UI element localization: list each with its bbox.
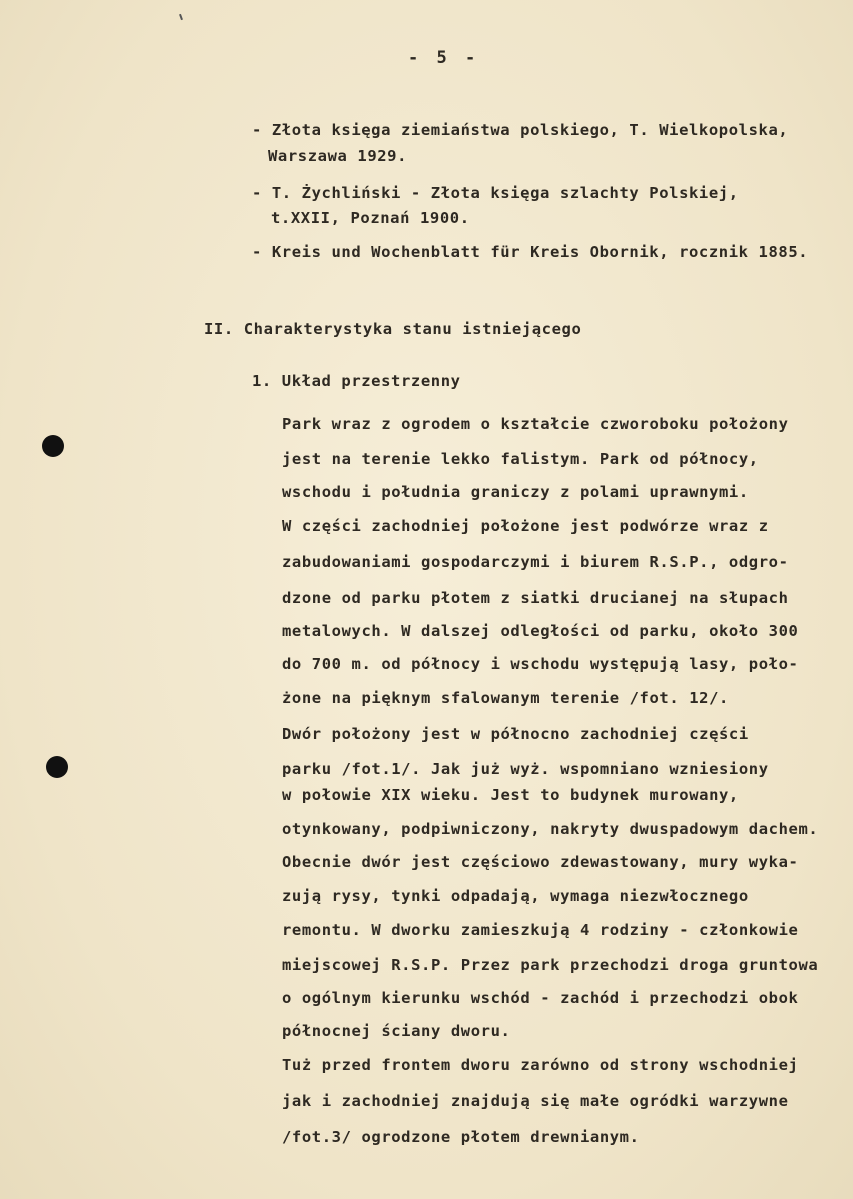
body-line: miejscowej R.S.P. Przez park przechodzi droga gruntowa bbox=[282, 956, 819, 974]
punch-hole-top bbox=[42, 435, 64, 457]
body-line: parku /fot.1/. Jak już wyż. wspomniano wzniesiony bbox=[282, 760, 769, 778]
subsection-heading: 1. Układ przestrzenny bbox=[252, 372, 461, 390]
bibliography-entry-2-line-2: t.XXII, Poznań 1900. bbox=[271, 209, 470, 227]
body-line: o ogólnym kierunku wschód - zachód i przechodzi obok bbox=[282, 989, 799, 1007]
section-heading: II. Charakterystyka stanu istniejącego bbox=[204, 320, 582, 338]
body-line: Obecnie dwór jest częściowo zdewastowany, mury wyka- bbox=[282, 853, 799, 871]
body-line: W części zachodniej położone jest podwórze wraz z bbox=[282, 517, 769, 535]
body-line: jest na terenie lekko falistym. Park od północy, bbox=[282, 450, 759, 468]
body-line: remontu. W dworku zamieszkują 4 rodziny - członkowie bbox=[282, 921, 799, 939]
body-line: w połowie XIX wieku. Jest to budynek murowany, bbox=[282, 786, 739, 804]
body-line: /fot.3/ ogrodzone płotem drewnianym. bbox=[282, 1128, 640, 1146]
bibliography-entry-3-line-1: - Kreis und Wochenblatt für Kreis Obornik, rocznik 1885. bbox=[252, 243, 809, 261]
body-line: zują rysy, tynki odpadają, wymaga niezwłocznego bbox=[282, 887, 749, 905]
body-line: północnej ściany dworu. bbox=[282, 1022, 511, 1040]
body-line: żone na pięknym sfalowanym terenie /fot. 12/. bbox=[282, 689, 729, 707]
bibliography-entry-1-line-2: Warszawa 1929. bbox=[268, 147, 408, 165]
punch-hole-bottom bbox=[46, 756, 68, 778]
bibliography-entry-2-line-1: - T. Żychliński - Złota księga szlachty Polskiej, bbox=[252, 184, 739, 202]
body-line: otynkowany, podpiwniczony, nakryty dwuspadowym dachem. bbox=[282, 820, 819, 838]
body-line: metalowych. W dalszej odległości od parku, około 300 bbox=[282, 622, 799, 640]
body-line: Dwór położony jest w północno zachodniej części bbox=[282, 725, 749, 743]
body-line: dzone od parku płotem z siatki drucianej na słupach bbox=[282, 589, 789, 607]
body-line: Tuż przed frontem dworu zarówno od strony wschodniej bbox=[282, 1056, 799, 1074]
paper-mark bbox=[179, 14, 183, 20]
body-line: Park wraz z ogrodem o kształcie czworoboku położony bbox=[282, 415, 789, 433]
bibliography-entry-1-line-1: - Złota księga ziemiaństwa polskiego, T. Wielkopolska, bbox=[252, 121, 789, 139]
body-line: zabudowaniami gospodarczymi i biurem R.S.P., odgro- bbox=[282, 553, 789, 571]
body-line: wschodu i południa graniczy z polami uprawnymi. bbox=[282, 483, 749, 501]
body-line: do 700 m. od północy i wschodu występują lasy, poło- bbox=[282, 655, 799, 673]
body-line: jak i zachodniej znajdują się małe ogródki warzywne bbox=[282, 1092, 789, 1110]
page-number: - 5 - bbox=[408, 48, 480, 68]
